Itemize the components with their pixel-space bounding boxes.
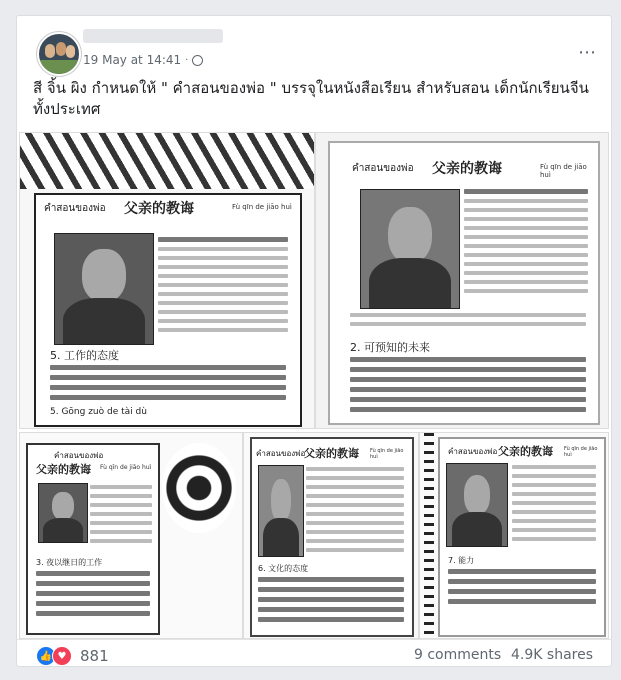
decorative-border bbox=[20, 133, 314, 189]
panel-b-content bbox=[328, 141, 600, 425]
binder-rings bbox=[424, 433, 434, 638]
portrait-image bbox=[258, 465, 304, 557]
like-icon: 👍 bbox=[36, 646, 56, 666]
panel-a-footer: 5. Gōng zuò de tài dù bbox=[50, 407, 147, 417]
post-text: สี จิ้น ผิง กำหนดให้ " คำสอนของพ่อ " บรรจุในหนังสือเรียน สำหรับสอน เด็กนักเรียนจีน ทั้งประเทศ bbox=[33, 79, 589, 118]
post-image[interactable] bbox=[17, 130, 611, 639]
image-panel-b bbox=[315, 132, 609, 429]
panel-a-thai-title: คำสอนของพ่อ bbox=[44, 203, 106, 214]
panel-d-thai-title: คำสอนของพ่อ bbox=[256, 449, 306, 458]
post-card bbox=[16, 15, 612, 667]
portrait-image bbox=[38, 483, 88, 543]
panel-d-pinyin: Fù qīn de jiāo huì bbox=[370, 448, 404, 460]
panel-b-section: 2. 可预知的未来 bbox=[350, 341, 430, 354]
panel-a-section: 5. 工作的态度 bbox=[50, 349, 119, 362]
panel-a-content bbox=[34, 193, 302, 427]
panel-e-content bbox=[438, 437, 606, 637]
globe-icon bbox=[192, 55, 203, 66]
portrait-image bbox=[446, 463, 508, 547]
timestamp[interactable]: 19 May at 14:41 bbox=[83, 53, 182, 67]
panel-d-content bbox=[250, 437, 414, 637]
image-panel-a bbox=[19, 132, 315, 429]
author-name-redacted[interactable] bbox=[83, 29, 223, 43]
panel-a-pinyin: Fù qīn de jiāo huì bbox=[232, 203, 292, 211]
panel-c-section: 3. 夜以继日的工作 bbox=[36, 558, 103, 567]
love-icon: ♥ bbox=[52, 646, 72, 666]
panel-e-thai-title: คำสอนของพ่อ bbox=[448, 447, 498, 456]
post-meta bbox=[83, 53, 203, 67]
comments-link[interactable]: 9 comments bbox=[414, 647, 502, 663]
reactions-summary[interactable] bbox=[36, 646, 109, 666]
panel-b-cn-title: 父亲的教诲 bbox=[432, 161, 502, 177]
panel-c-content bbox=[26, 443, 160, 635]
image-panel-d bbox=[243, 432, 419, 639]
panel-e-section: 7. 能力 bbox=[448, 556, 475, 565]
panel-c-cn-title: 父亲的教诲 bbox=[36, 463, 91, 476]
decorative-flower bbox=[162, 443, 236, 533]
panel-e-cn-title: 父亲的教诲 bbox=[498, 445, 553, 458]
panel-d-cn-title: 父亲的教诲 bbox=[304, 447, 359, 460]
panel-d-section: 6. 文化的态度 bbox=[258, 564, 309, 573]
image-panel-c bbox=[19, 432, 243, 639]
portrait-image bbox=[54, 233, 154, 345]
meta-separator: · bbox=[185, 54, 189, 66]
panel-c-pinyin: Fù qīn de jiāo huì bbox=[100, 464, 152, 471]
panel-a-cn-title: 父亲的教诲 bbox=[124, 201, 194, 217]
shares-link[interactable]: 4.9K shares bbox=[511, 647, 593, 663]
panel-b-thai-title: คำสอนของพ่อ bbox=[352, 163, 414, 174]
image-panel-e bbox=[419, 432, 609, 639]
post-footer bbox=[17, 639, 611, 667]
more-options-icon[interactable]: ⋯ bbox=[578, 42, 597, 63]
panel-c-thai-title: คำสอนของพ่อ bbox=[54, 451, 104, 460]
panel-e-pinyin: Fù qīn de jiāo huì bbox=[564, 446, 598, 458]
portrait-image bbox=[360, 189, 460, 309]
panel-b-pinyin: Fù qīn de jiāo huì bbox=[540, 163, 587, 179]
avatar[interactable] bbox=[37, 32, 81, 76]
reaction-count: 881 bbox=[80, 647, 109, 665]
